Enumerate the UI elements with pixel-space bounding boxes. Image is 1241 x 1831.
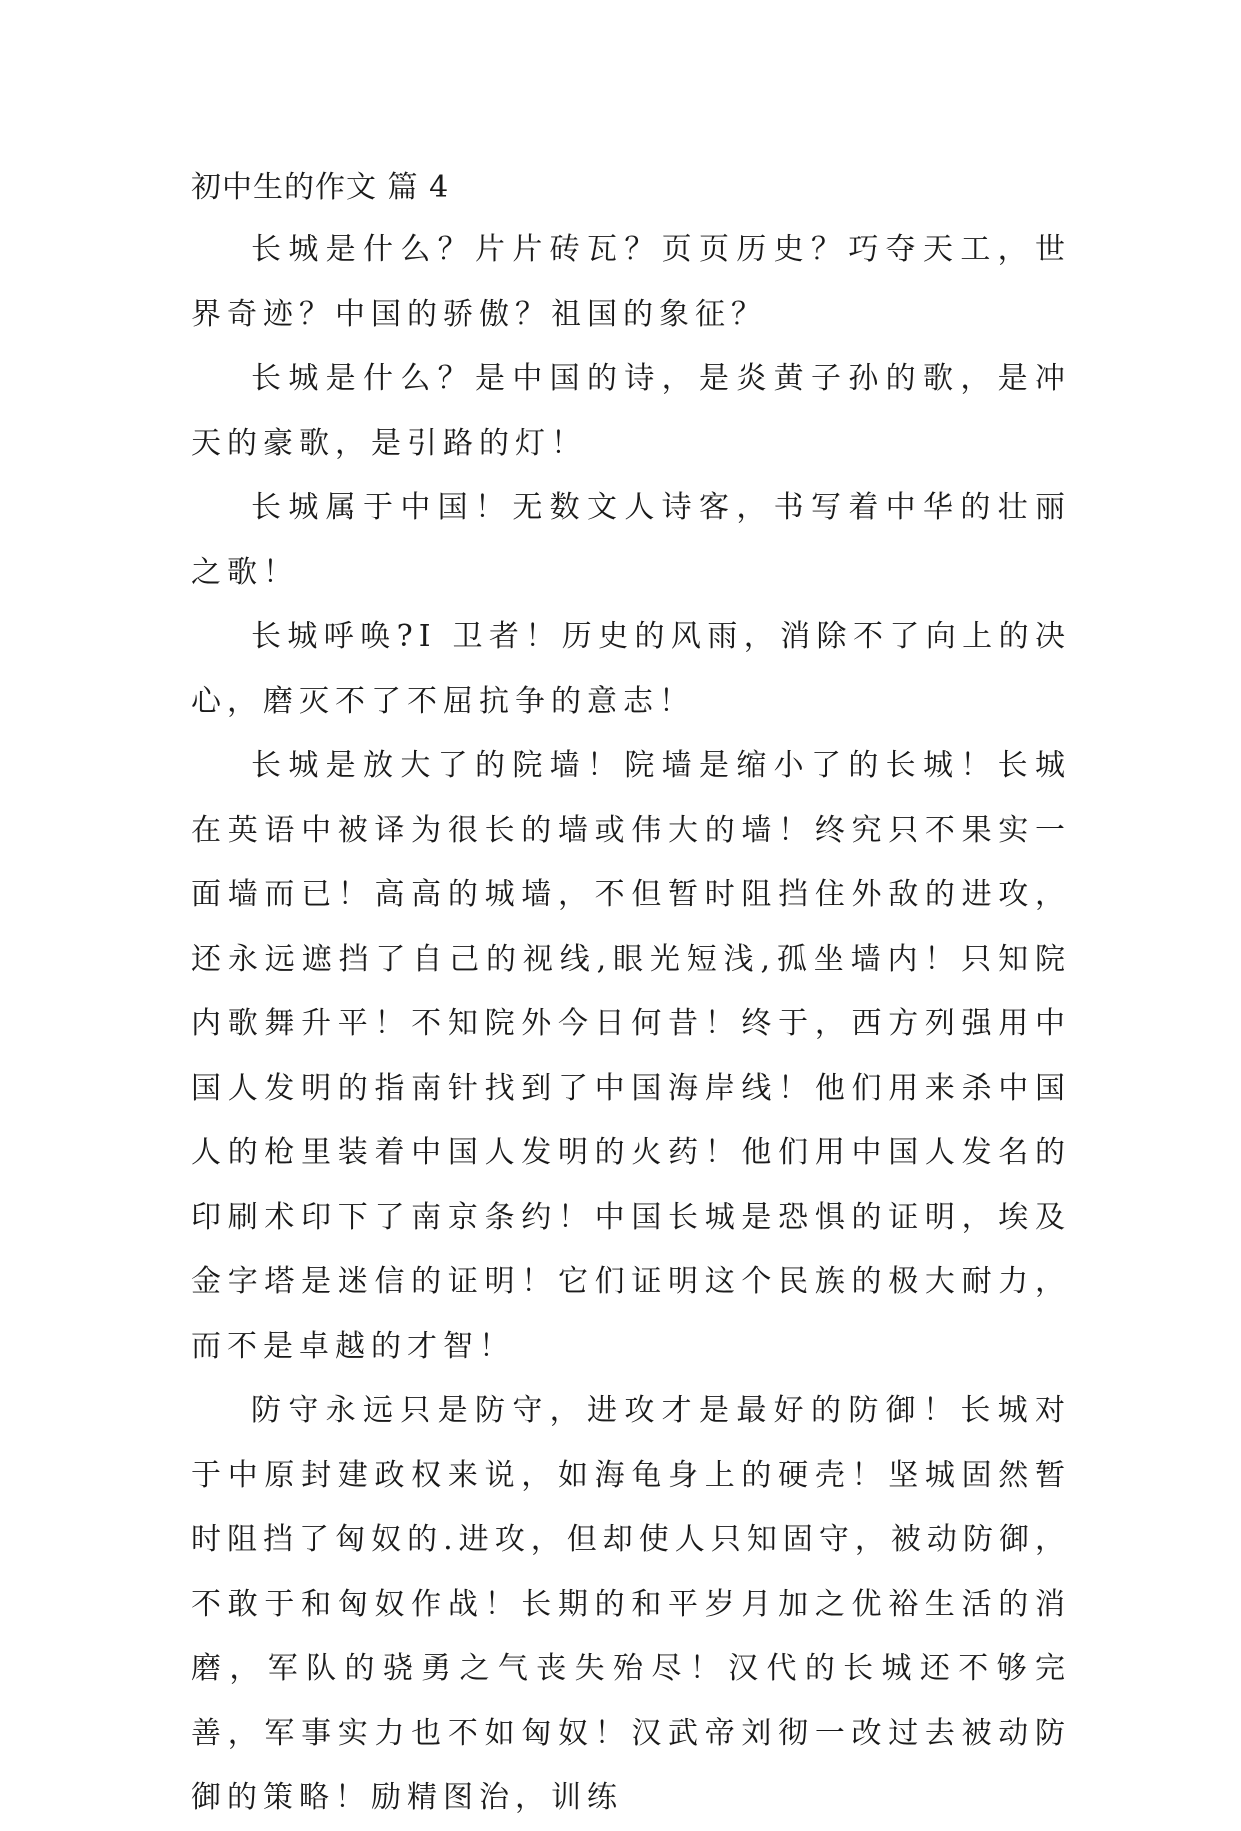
paragraph-5: 长城是放大了的院墙！院墙是缩小了的长城！长城在英语中被译为很长的墙或伟大的墙！终究只不果实一面墙而已！高高的城墙，不但暂时阻挡住外敌的进攻，还永远遮挡了自己的视线,眼光短浅,孤坐墙内！只知院内歌舞升平！不知院外今日何昔！终于，西方列强用中国人发明的指南针找到了中国海岸线！他们用来杀中国人的枪里装着中国人发明的火药！他们用中国人发名的印刷术印下了南京条约！中国长城是恐惧的证明，埃及金字塔是迷信的证明！它们证明这个民族的极大耐力，而不是卓越的才智！ bbox=[191, 748, 1071, 1364]
paragraph-6: 防守永远只是防守，进攻才是最好的防御！长城对于中原封建政权来说，如海龟身上的硬壳！坚城固然暂时阻挡了匈奴的.进攻，但却使人只知固守，被动防御，不敢于和匈奴作战！长期的和平岁月加之优裕生活的消磨，军队的骁勇之气丧失殆尽！汉代的长城还不够完善，军事实力也不如匈奴！汉武帝刘彻一改过去被动防御的策略！励精图治，训练 bbox=[191, 1393, 1071, 1815]
paragraph-1: 长城是什么？片片砖瓦？页页历史？巧夺天工，世界奇迹？中国的骄傲？祖国的象征？ bbox=[191, 232, 1071, 332]
document-page bbox=[191, 158, 1071, 1831]
paragraph-2: 长城是什么？是中国的诗，是炎黄子孙的歌，是冲天的豪歌，是引路的灯！ bbox=[191, 361, 1071, 461]
paragraph-4: 长城呼唤?I 卫者！历史的风雨，消除不了向上的决心，磨灭不了不屈抗争的意志！ bbox=[191, 619, 1071, 719]
paragraph-3: 长城属于中国！无数文人诗客，书写着中华的壮丽之歌！ bbox=[191, 490, 1071, 590]
document-title: 初中生的作文 篇 4 bbox=[191, 170, 450, 205]
